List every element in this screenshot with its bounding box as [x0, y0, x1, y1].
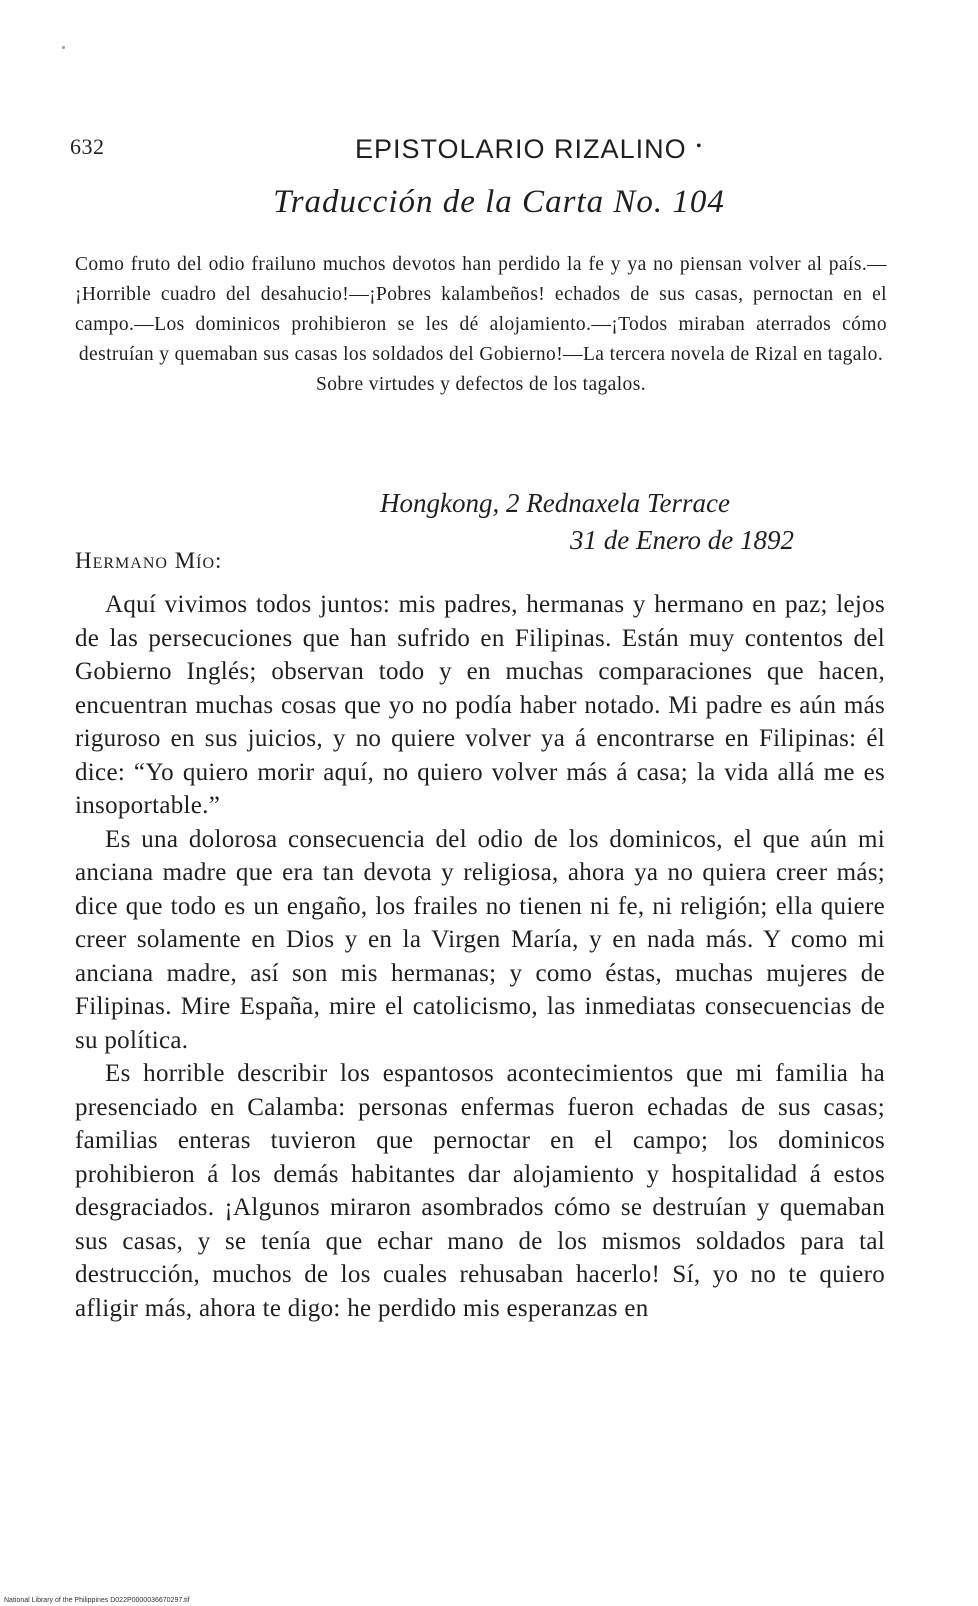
body-paragraph: Aquí vivimos todos juntos: mis padres, hermanas y hermano en paz; lejos de las persecuciones que han sufrido en Filipinas. Están muy contentos del Gobierno Inglés; observan todo y en muchas comparaciones que hacen, encuentran muchas cosas que yo no podía haber notado. Mi padre es aún más riguroso en sus juicios, y no quiere volver ya á encontrarse en Filipinas: él dice: “Yo quiero morir aquí, no quiero volver más á casa; la vida allá me es insoportable.” [75, 591, 885, 819]
summary-main: Como fruto del odio frailuno muchos devotos han perdido la fe y ya no piensan volver al país.—¡Horrible cuadro del desahucio!—¡Pobres kalambeños! echados de sus casas, pernoctan en el campo.—Los dominicos prohibieron se les dé alojamiento.—¡Todos miraban aterrados cómo destruían y quemaban sus casas los soldados del Gobierno!—La tercera novela de Rizal en tagalo. [75, 254, 887, 365]
page-header [70, 134, 920, 174]
place-line: Hongkong, 2 Rednaxela Terrace [380, 488, 730, 518]
letter-body [75, 588, 885, 1325]
page-number: 632 [70, 134, 105, 159]
date-line: 31 de Enero de 1892 [570, 525, 794, 555]
summary-tail: Sobre virtudes y defectos de los tagalos. [316, 374, 646, 395]
scan-speck [62, 46, 65, 49]
place-and-date [380, 485, 860, 559]
body-paragraph: Es una dolorosa consecuencia del odio de los dominicos, el que aún mi anciana madre que era tan devota y religiosa, ahora ya no quiera creer más; dice que todo es un engaño, los frailes no tienen ni fe, ni religión; ella quiere creer solamente en Dios y en la Virgen María, y en nada más. Y como mi anciana madre, así son mis hermanas; y como éstas, muchas mujeres de Filipinas. Mire España, mire el catolicismo, las inmediatas consecuencias de su política. [75, 825, 885, 1054]
letter-summary [75, 250, 887, 400]
body-paragraph: Es horrible describir los espantosos acontecimientos que mi familia ha presenciado en Calamba: personas enfermas fueron echadas de sus casas; familias enteras tuvieron que pernoctar en el campo; los dominicos prohibieron á los demás habitantes dar alojamiento y hospitalidad á estos desgraciados. ¡Algunos miraron asombrados cómo se destruían y quemaban sus casas, y se tenía que echar mano de los mismos soldados para tal destrucción, muchos de los cuales rehusaban hacerlo! Sí, yo no te quiero afligir más, ahora te digo: he perdido mis esperanzas en [75, 1060, 885, 1322]
ornament-dot: • [696, 138, 702, 155]
salutation: Hermano Mío: [75, 548, 223, 573]
running-title: EPISTOLARIO RIZALINO [355, 134, 687, 164]
scan-credit: National Library of the Philippines D022P0000036670297.tif [4, 1597, 190, 1604]
letter-title: Traducción de la Carta No. 104 [273, 184, 725, 220]
